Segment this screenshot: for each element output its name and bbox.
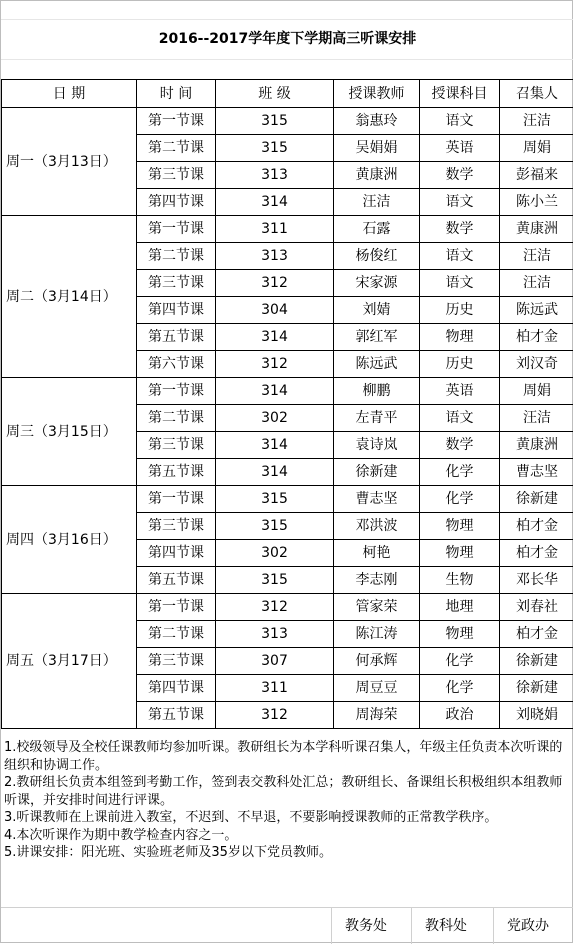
teacher-cell: 黄康洲 — [334, 162, 420, 189]
class-cell: 315 — [216, 567, 334, 594]
header-subject: 授课科目 — [420, 80, 500, 108]
table-row — [2, 216, 573, 243]
subject-cell: 物理 — [420, 540, 500, 567]
convener-cell: 刘晓娟 — [500, 702, 573, 729]
class-cell: 307 — [216, 648, 334, 675]
subject-cell: 数学 — [420, 432, 500, 459]
subject-cell: 化学 — [420, 648, 500, 675]
grid-line — [1, 19, 573, 20]
convener-cell: 周娟 — [500, 135, 573, 162]
convener-cell: 黄康洲 — [500, 432, 573, 459]
teacher-cell: 杨俊红 — [334, 243, 420, 270]
subject-cell: 物理 — [420, 621, 500, 648]
period-cell: 第三节课 — [137, 432, 216, 459]
teacher-cell: 周豆豆 — [334, 675, 420, 702]
period-cell: 第一节课 — [137, 594, 216, 621]
teacher-cell: 李志刚 — [334, 567, 420, 594]
class-cell: 314 — [216, 378, 334, 405]
schedule-table — [1, 79, 573, 729]
teacher-cell: 宋家源 — [334, 270, 420, 297]
class-cell: 312 — [216, 270, 334, 297]
convener-cell: 陈小兰 — [500, 189, 573, 216]
period-cell: 第二节课 — [137, 135, 216, 162]
period-cell: 第三节课 — [137, 513, 216, 540]
teacher-cell: 柳鹏 — [334, 378, 420, 405]
class-cell: 311 — [216, 216, 334, 243]
convener-cell: 彭福来 — [500, 162, 573, 189]
class-cell: 315 — [216, 108, 334, 135]
day-label: 周一（3月13日） — [2, 108, 137, 216]
subject-cell: 语文 — [420, 243, 500, 270]
class-cell: 313 — [216, 621, 334, 648]
footer-office-academic: 教务处 — [345, 915, 387, 935]
period-cell: 第五节课 — [137, 702, 216, 729]
subject-cell: 数学 — [420, 216, 500, 243]
header-row — [2, 80, 573, 108]
teacher-cell: 石露 — [334, 216, 420, 243]
class-cell: 315 — [216, 135, 334, 162]
subject-cell: 语文 — [420, 405, 500, 432]
convener-cell: 徐新建 — [500, 675, 573, 702]
class-cell: 314 — [216, 432, 334, 459]
teacher-cell: 何承辉 — [334, 648, 420, 675]
convener-cell: 刘汉奇 — [500, 351, 573, 378]
subject-cell: 英语 — [420, 135, 500, 162]
day-label: 周二（3月14日） — [2, 216, 137, 378]
convener-cell: 柏才金 — [500, 324, 573, 351]
subject-cell: 语文 — [420, 108, 500, 135]
period-cell: 第一节课 — [137, 486, 216, 513]
day-label: 周五（3月17日） — [2, 594, 137, 729]
class-cell: 313 — [216, 162, 334, 189]
convener-cell: 汪洁 — [500, 270, 573, 297]
subject-cell: 数学 — [420, 162, 500, 189]
teacher-cell: 曹志坚 — [334, 486, 420, 513]
header-date: 日 期 — [2, 80, 137, 108]
teacher-cell: 刘婧 — [334, 297, 420, 324]
period-cell: 第四节课 — [137, 189, 216, 216]
period-cell: 第五节课 — [137, 324, 216, 351]
footer-divider — [331, 907, 332, 944]
table-row — [2, 108, 573, 135]
table-row — [2, 378, 573, 405]
header-convener: 召集人 — [500, 80, 573, 108]
teacher-cell: 汪洁 — [334, 189, 420, 216]
subject-cell: 化学 — [420, 486, 500, 513]
class-cell: 315 — [216, 513, 334, 540]
class-cell: 302 — [216, 540, 334, 567]
period-cell: 第三节课 — [137, 648, 216, 675]
convener-cell: 曹志坚 — [500, 459, 573, 486]
period-cell: 第四节课 — [137, 540, 216, 567]
note-item: 5.讲课安排：阳光班、实验班老师及35岁以下党员教师。 — [4, 844, 570, 862]
note-item: 4.本次听课作为期中教学检查内容之一。 — [4, 827, 570, 845]
subject-cell: 化学 — [420, 675, 500, 702]
convener-cell: 汪洁 — [500, 108, 573, 135]
class-cell: 314 — [216, 324, 334, 351]
period-cell: 第四节课 — [137, 675, 216, 702]
period-cell: 第二节课 — [137, 243, 216, 270]
teacher-cell: 翁惠玲 — [334, 108, 420, 135]
period-cell: 第五节课 — [137, 459, 216, 486]
period-cell: 第四节课 — [137, 297, 216, 324]
note-item: 2.教研组长负责本组签到考勤工作，签到表交教科处汇总；教研组长、备课组长积极组织本组教师听课，并安排时间进行评课。 — [4, 774, 570, 809]
convener-cell: 黄康洲 — [500, 216, 573, 243]
teacher-cell: 郭红军 — [334, 324, 420, 351]
convener-cell: 柏才金 — [500, 621, 573, 648]
period-cell: 第三节课 — [137, 162, 216, 189]
class-cell: 312 — [216, 702, 334, 729]
footer-office-party: 党政办 — [507, 915, 549, 935]
teacher-cell: 管家荣 — [334, 594, 420, 621]
convener-cell: 柏才金 — [500, 540, 573, 567]
convener-cell: 刘春社 — [500, 594, 573, 621]
grid-line — [1, 59, 573, 60]
convener-cell: 邓长华 — [500, 567, 573, 594]
subject-cell: 生物 — [420, 567, 500, 594]
footer-divider — [493, 907, 494, 944]
class-cell: 302 — [216, 405, 334, 432]
class-cell: 313 — [216, 243, 334, 270]
teacher-cell: 徐新建 — [334, 459, 420, 486]
period-cell: 第五节课 — [137, 567, 216, 594]
footer-divider — [411, 907, 412, 944]
convener-cell: 汪洁 — [500, 243, 573, 270]
notes-section — [4, 739, 570, 862]
subject-cell: 历史 — [420, 297, 500, 324]
class-cell: 312 — [216, 351, 334, 378]
table-row — [2, 486, 573, 513]
teacher-cell: 柯艳 — [334, 540, 420, 567]
class-cell: 315 — [216, 486, 334, 513]
teacher-cell: 袁诗岚 — [334, 432, 420, 459]
teacher-cell: 左青平 — [334, 405, 420, 432]
subject-cell: 语文 — [420, 189, 500, 216]
day-label: 周四（3月16日） — [2, 486, 137, 594]
class-cell: 314 — [216, 459, 334, 486]
subject-cell: 地理 — [420, 594, 500, 621]
subject-cell: 化学 — [420, 459, 500, 486]
subject-cell: 历史 — [420, 351, 500, 378]
subject-cell: 政治 — [420, 702, 500, 729]
header-class: 班 级 — [216, 80, 334, 108]
convener-cell: 陈远武 — [500, 297, 573, 324]
period-cell: 第二节课 — [137, 621, 216, 648]
period-cell: 第三节课 — [137, 270, 216, 297]
period-cell: 第一节课 — [137, 108, 216, 135]
class-cell: 304 — [216, 297, 334, 324]
class-cell: 314 — [216, 189, 334, 216]
schedule-body — [2, 108, 573, 729]
convener-cell: 徐新建 — [500, 648, 573, 675]
subject-cell: 英语 — [420, 378, 500, 405]
page-title: 2016--2017学年度下学期高三听课安排 — [1, 29, 573, 49]
teacher-cell: 吴娟娟 — [334, 135, 420, 162]
teacher-cell: 陈远武 — [334, 351, 420, 378]
footer-divider — [1, 907, 573, 908]
header-time: 时 间 — [137, 80, 216, 108]
convener-cell: 柏才金 — [500, 513, 573, 540]
subject-cell: 物理 — [420, 513, 500, 540]
teacher-cell: 陈江涛 — [334, 621, 420, 648]
period-cell: 第一节课 — [137, 216, 216, 243]
convener-cell: 周娟 — [500, 378, 573, 405]
header-teacher: 授课教师 — [334, 80, 420, 108]
class-cell: 311 — [216, 675, 334, 702]
teacher-cell: 邓洪波 — [334, 513, 420, 540]
convener-cell: 汪洁 — [500, 405, 573, 432]
note-item: 3.听课教师在上课前进入教室，不迟到、不早退，不要影响授课教师的正常教学秩序。 — [4, 809, 570, 827]
teacher-cell: 周海荣 — [334, 702, 420, 729]
footer-office-research: 教科处 — [425, 915, 467, 935]
subject-cell: 语文 — [420, 270, 500, 297]
subject-cell: 物理 — [420, 324, 500, 351]
period-cell: 第六节课 — [137, 351, 216, 378]
table-row — [2, 594, 573, 621]
note-item: 1.校级领导及全校任课教师均参加听课。教研组长为本学科听课召集人，年级主任负责本次听课的组织和协调工作。 — [4, 739, 570, 774]
period-cell: 第二节课 — [137, 405, 216, 432]
class-cell: 312 — [216, 594, 334, 621]
period-cell: 第一节课 — [137, 378, 216, 405]
convener-cell: 徐新建 — [500, 486, 573, 513]
day-label: 周三（3月15日） — [2, 378, 137, 486]
